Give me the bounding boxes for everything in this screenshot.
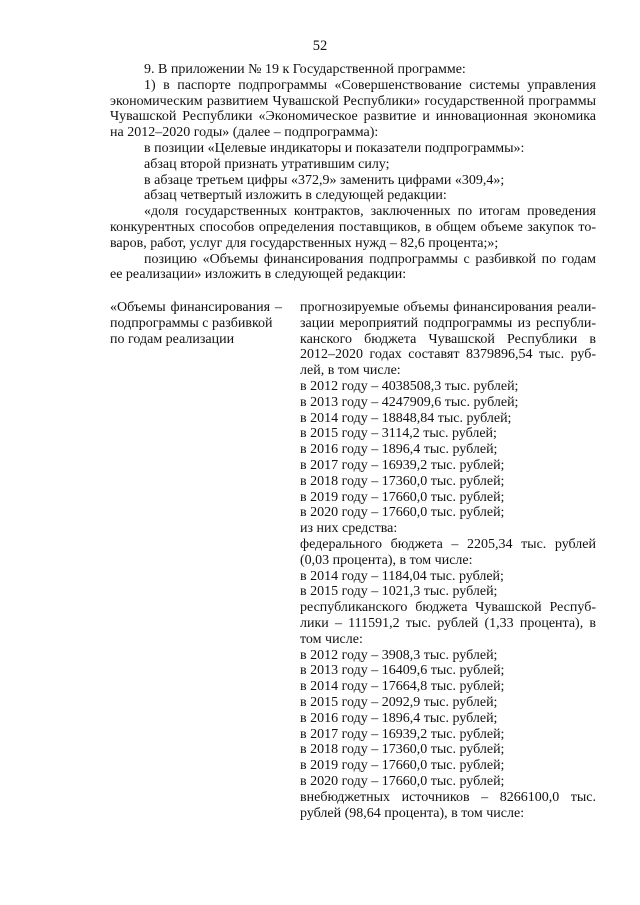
table-right-line: в 2014 году – 1184,04 тыс. рублей; bbox=[300, 568, 504, 584]
table-left-line: по годам реализации bbox=[110, 331, 235, 347]
table-right-line: в 2015 году – 3114,2 тыс. рублей; bbox=[300, 426, 497, 442]
paragraph-line: в позиции «Целевые индикаторы и показатели подпрограммы»: bbox=[144, 140, 525, 156]
paragraph-line: ее реализации» изложить в следующей редакции: bbox=[110, 267, 407, 283]
table-right-line: 2012–2020 годах составят 8379896,54 тыс. руб- bbox=[300, 347, 596, 363]
paragraph-line: абзац четвертый изложить в следующей редакции: bbox=[144, 188, 447, 204]
table-left-line: подпрограммы с разбивкой bbox=[110, 315, 273, 331]
paragraph-line: «доля государственных контрактов, заключенных по итогам проведения bbox=[144, 204, 596, 220]
table-right-line: в 2013 году – 4247909,6 тыс. рублей; bbox=[300, 394, 519, 410]
table-right-line: в 2020 году – 17660,0 тыс. рублей; bbox=[300, 505, 505, 521]
table-right-line: в 2014 году – 18848,84 тыс. рублей; bbox=[300, 410, 512, 426]
table-right-line: канского бюджета Чувашской Республики в bbox=[300, 331, 596, 347]
paragraph-line: Чувашской Республики «Экономическое развитие и инновационная экономика bbox=[110, 109, 596, 125]
paragraph-line: 1) в паспорте подпрограммы «Совершенствование системы управления bbox=[144, 77, 596, 93]
paragraph-item-heading: 9. В приложении № 19 к Государственной программе: bbox=[144, 62, 466, 77]
table-right-line: зации мероприятий подпрограммы из республи- bbox=[300, 315, 596, 331]
body-text bbox=[110, 62, 596, 283]
paragraph-line: экономическим развитием Чувашской Республики» государственной программы bbox=[110, 93, 596, 109]
table-right-line: том числе: bbox=[300, 631, 363, 647]
table-right-line: республиканского бюджета Чувашской Респуб- bbox=[300, 600, 596, 616]
table-right-line: в 2017 году – 16939,2 тыс. рублей; bbox=[300, 457, 505, 473]
table-right-line: внебюджетных источников – 8266100,0 тыс. bbox=[300, 789, 596, 805]
paragraph-line: конкурентных способов определения поставщиков, в общем объеме закупок то- bbox=[110, 219, 596, 235]
table-right-line: в 2016 году – 1896,4 тыс. рублей; bbox=[300, 442, 498, 458]
table-right-line: в 2012 году – 3908,3 тыс. рублей; bbox=[300, 647, 498, 663]
table-right-column bbox=[300, 300, 596, 821]
table-right-line: из них средства: bbox=[300, 521, 398, 537]
table-right-line: в 2016 году – 1896,4 тыс. рублей; bbox=[300, 710, 498, 726]
table-right-line: в 2018 году – 17360,0 тыс. рублей; bbox=[300, 742, 505, 758]
table-right-line: прогнозируемые объемы финансирования реали- bbox=[300, 300, 596, 315]
paragraph-line: в абзаце третьем цифры «372,9» заменить цифрами «309,4»; bbox=[144, 172, 505, 188]
paragraph-line: варов, работ, услуг для государственных нужд – 82,6 процента;»; bbox=[110, 235, 499, 251]
table-left-column bbox=[110, 300, 282, 347]
table-right-line: в 2017 году – 16939,2 тыс. рублей; bbox=[300, 726, 505, 742]
table-right-line: в 2020 году – 17660,0 тыс. рублей; bbox=[300, 773, 505, 789]
table-right-line: (0,03 процента), в том числе: bbox=[300, 552, 473, 568]
paragraph-line: абзац второй признать утратившим силу; bbox=[144, 156, 390, 172]
table-right-line: в 2015 году – 1021,3 тыс. рублей; bbox=[300, 584, 498, 600]
table-right-line: в 2019 году – 17660,0 тыс. рублей; bbox=[300, 489, 505, 505]
table-right-line: федерального бюджета – 2205,34 тыс. рублей bbox=[300, 536, 596, 552]
table-right-line: в 2014 году – 17664,8 тыс. рублей; bbox=[300, 679, 505, 695]
table-left-line: «Объемы финансирования – bbox=[110, 300, 282, 315]
paragraph-line: позицию «Объемы финансирования подпрограммы с разбивкой по годам bbox=[144, 251, 596, 267]
table-right-line: в 2019 году – 17660,0 тыс. рублей; bbox=[300, 758, 505, 774]
table-right-line: рублей (98,64 процента), в том числе: bbox=[300, 805, 525, 821]
page-number: 52 bbox=[312, 38, 328, 54]
table-right-line: в 2013 году – 16409,6 тыс. рублей; bbox=[300, 663, 505, 679]
table-right-line: в 2012 году – 4038508,3 тыс. рублей; bbox=[300, 378, 519, 394]
paragraph-line: на 2012–2020 годы» (далее – подпрограмма): bbox=[110, 125, 379, 141]
table-right-line: лей, в том числе: bbox=[300, 363, 401, 379]
table-right-line: лики – 111591,2 тыс. рублей (1,33 процента), в bbox=[300, 615, 596, 631]
table-right-line: в 2018 году – 17360,0 тыс. рублей; bbox=[300, 473, 505, 489]
table-right-line: в 2015 году – 2092,9 тыс. рублей; bbox=[300, 694, 498, 710]
